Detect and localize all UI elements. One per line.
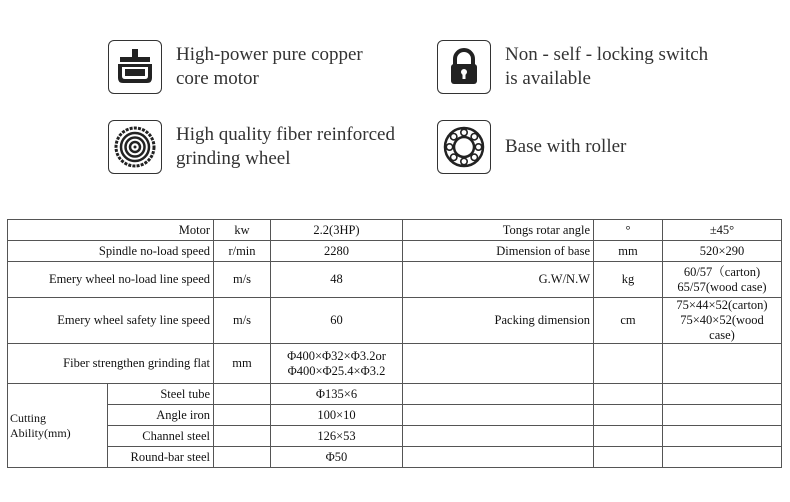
spec-unit: mm — [594, 241, 663, 262]
spec-label: Dimension of base — [403, 241, 594, 262]
table-row — [8, 298, 782, 344]
empty-cell — [214, 447, 271, 468]
table-row — [8, 447, 782, 468]
spec-value: ±45° — [663, 220, 782, 241]
empty-cell — [403, 447, 594, 468]
empty-cell — [214, 384, 271, 405]
empty-cell — [594, 384, 663, 405]
feature-text: High-power pure copper core motor — [176, 44, 363, 89]
cutting-row-label: Channel steel — [108, 426, 214, 447]
spec-value: 2.2(3HP) — [271, 220, 403, 241]
empty-cell — [214, 405, 271, 426]
empty-cell — [403, 426, 594, 447]
empty-cell — [594, 447, 663, 468]
feature-text: High quality fiber reinforced grinding wheel — [176, 124, 395, 169]
spec-unit: kw — [214, 220, 271, 241]
table-row — [8, 426, 782, 447]
spec-unit: m/s — [214, 262, 271, 298]
empty-cell — [594, 344, 663, 384]
spec-unit: kg — [594, 262, 663, 298]
empty-cell — [663, 426, 782, 447]
feature-text: Base with roller — [505, 136, 627, 157]
spec-label: G.W/N.W — [403, 262, 594, 298]
feature-text: Non - self - locking switch is available — [505, 44, 709, 89]
spec-label: Emery wheel safety line speed — [8, 298, 214, 344]
spec-unit: m/s — [214, 298, 271, 344]
grinding-wheel-icon — [108, 120, 162, 174]
empty-cell — [403, 344, 594, 384]
cutting-row-value: Φ50 — [271, 447, 403, 468]
spec-unit: r/min — [214, 241, 271, 262]
spec-label: Fiber strengthen grinding flat — [8, 344, 214, 384]
roller-bearing-icon — [437, 120, 491, 174]
table-row — [8, 405, 782, 426]
spec-value: 2280 — [271, 241, 403, 262]
spec-label: Packing dimension — [403, 298, 594, 344]
cutting-row-value: 100×10 — [271, 405, 403, 426]
cutting-row-label: Steel tube — [108, 384, 214, 405]
spec-unit: cm — [594, 298, 663, 344]
lock-icon — [437, 40, 491, 94]
spec-table — [7, 219, 782, 468]
table-row — [8, 262, 782, 298]
spec-value: 60/57（carton) 65/57(wood case) — [663, 262, 782, 298]
cutting-row-value: 126×53 — [271, 426, 403, 447]
table-row — [8, 241, 782, 262]
table-row — [8, 220, 782, 241]
empty-cell — [663, 344, 782, 384]
cutting-row-label: Round-bar steel — [108, 447, 214, 468]
cutting-row-value: Φ135×6 — [271, 384, 403, 405]
spec-value: 48 — [271, 262, 403, 298]
cutting-row-label: Angle iron — [108, 405, 214, 426]
cutting-ability-label: Cutting Ability(mm) — [8, 384, 108, 468]
feature-switch — [437, 40, 708, 94]
spec-label: Spindle no-load speed — [8, 241, 214, 262]
empty-cell — [663, 447, 782, 468]
feature-roller — [437, 120, 626, 174]
spec-value: 520×290 — [663, 241, 782, 262]
spec-value: 60 — [271, 298, 403, 344]
table-row — [8, 384, 782, 405]
empty-cell — [594, 426, 663, 447]
spec-value: 75×44×52(carton) 75×40×52(wood case) — [663, 298, 782, 344]
spec-label: Motor — [8, 220, 214, 241]
empty-cell — [594, 405, 663, 426]
empty-cell — [403, 405, 594, 426]
feature-motor — [108, 40, 363, 94]
table-row — [8, 344, 782, 384]
empty-cell — [663, 405, 782, 426]
empty-cell — [663, 384, 782, 405]
empty-cell — [403, 384, 594, 405]
motor-icon — [108, 40, 162, 94]
spec-label: Emery wheel no-load line speed — [8, 262, 214, 298]
spec-unit: ° — [594, 220, 663, 241]
spec-unit: mm — [214, 344, 271, 384]
feature-wheel — [108, 120, 395, 174]
spec-value: Φ400×Φ32×Φ3.2or Φ400×Φ25.4×Φ3.2 — [271, 344, 403, 384]
spec-label: Tongs rotar angle — [403, 220, 594, 241]
empty-cell — [214, 426, 271, 447]
